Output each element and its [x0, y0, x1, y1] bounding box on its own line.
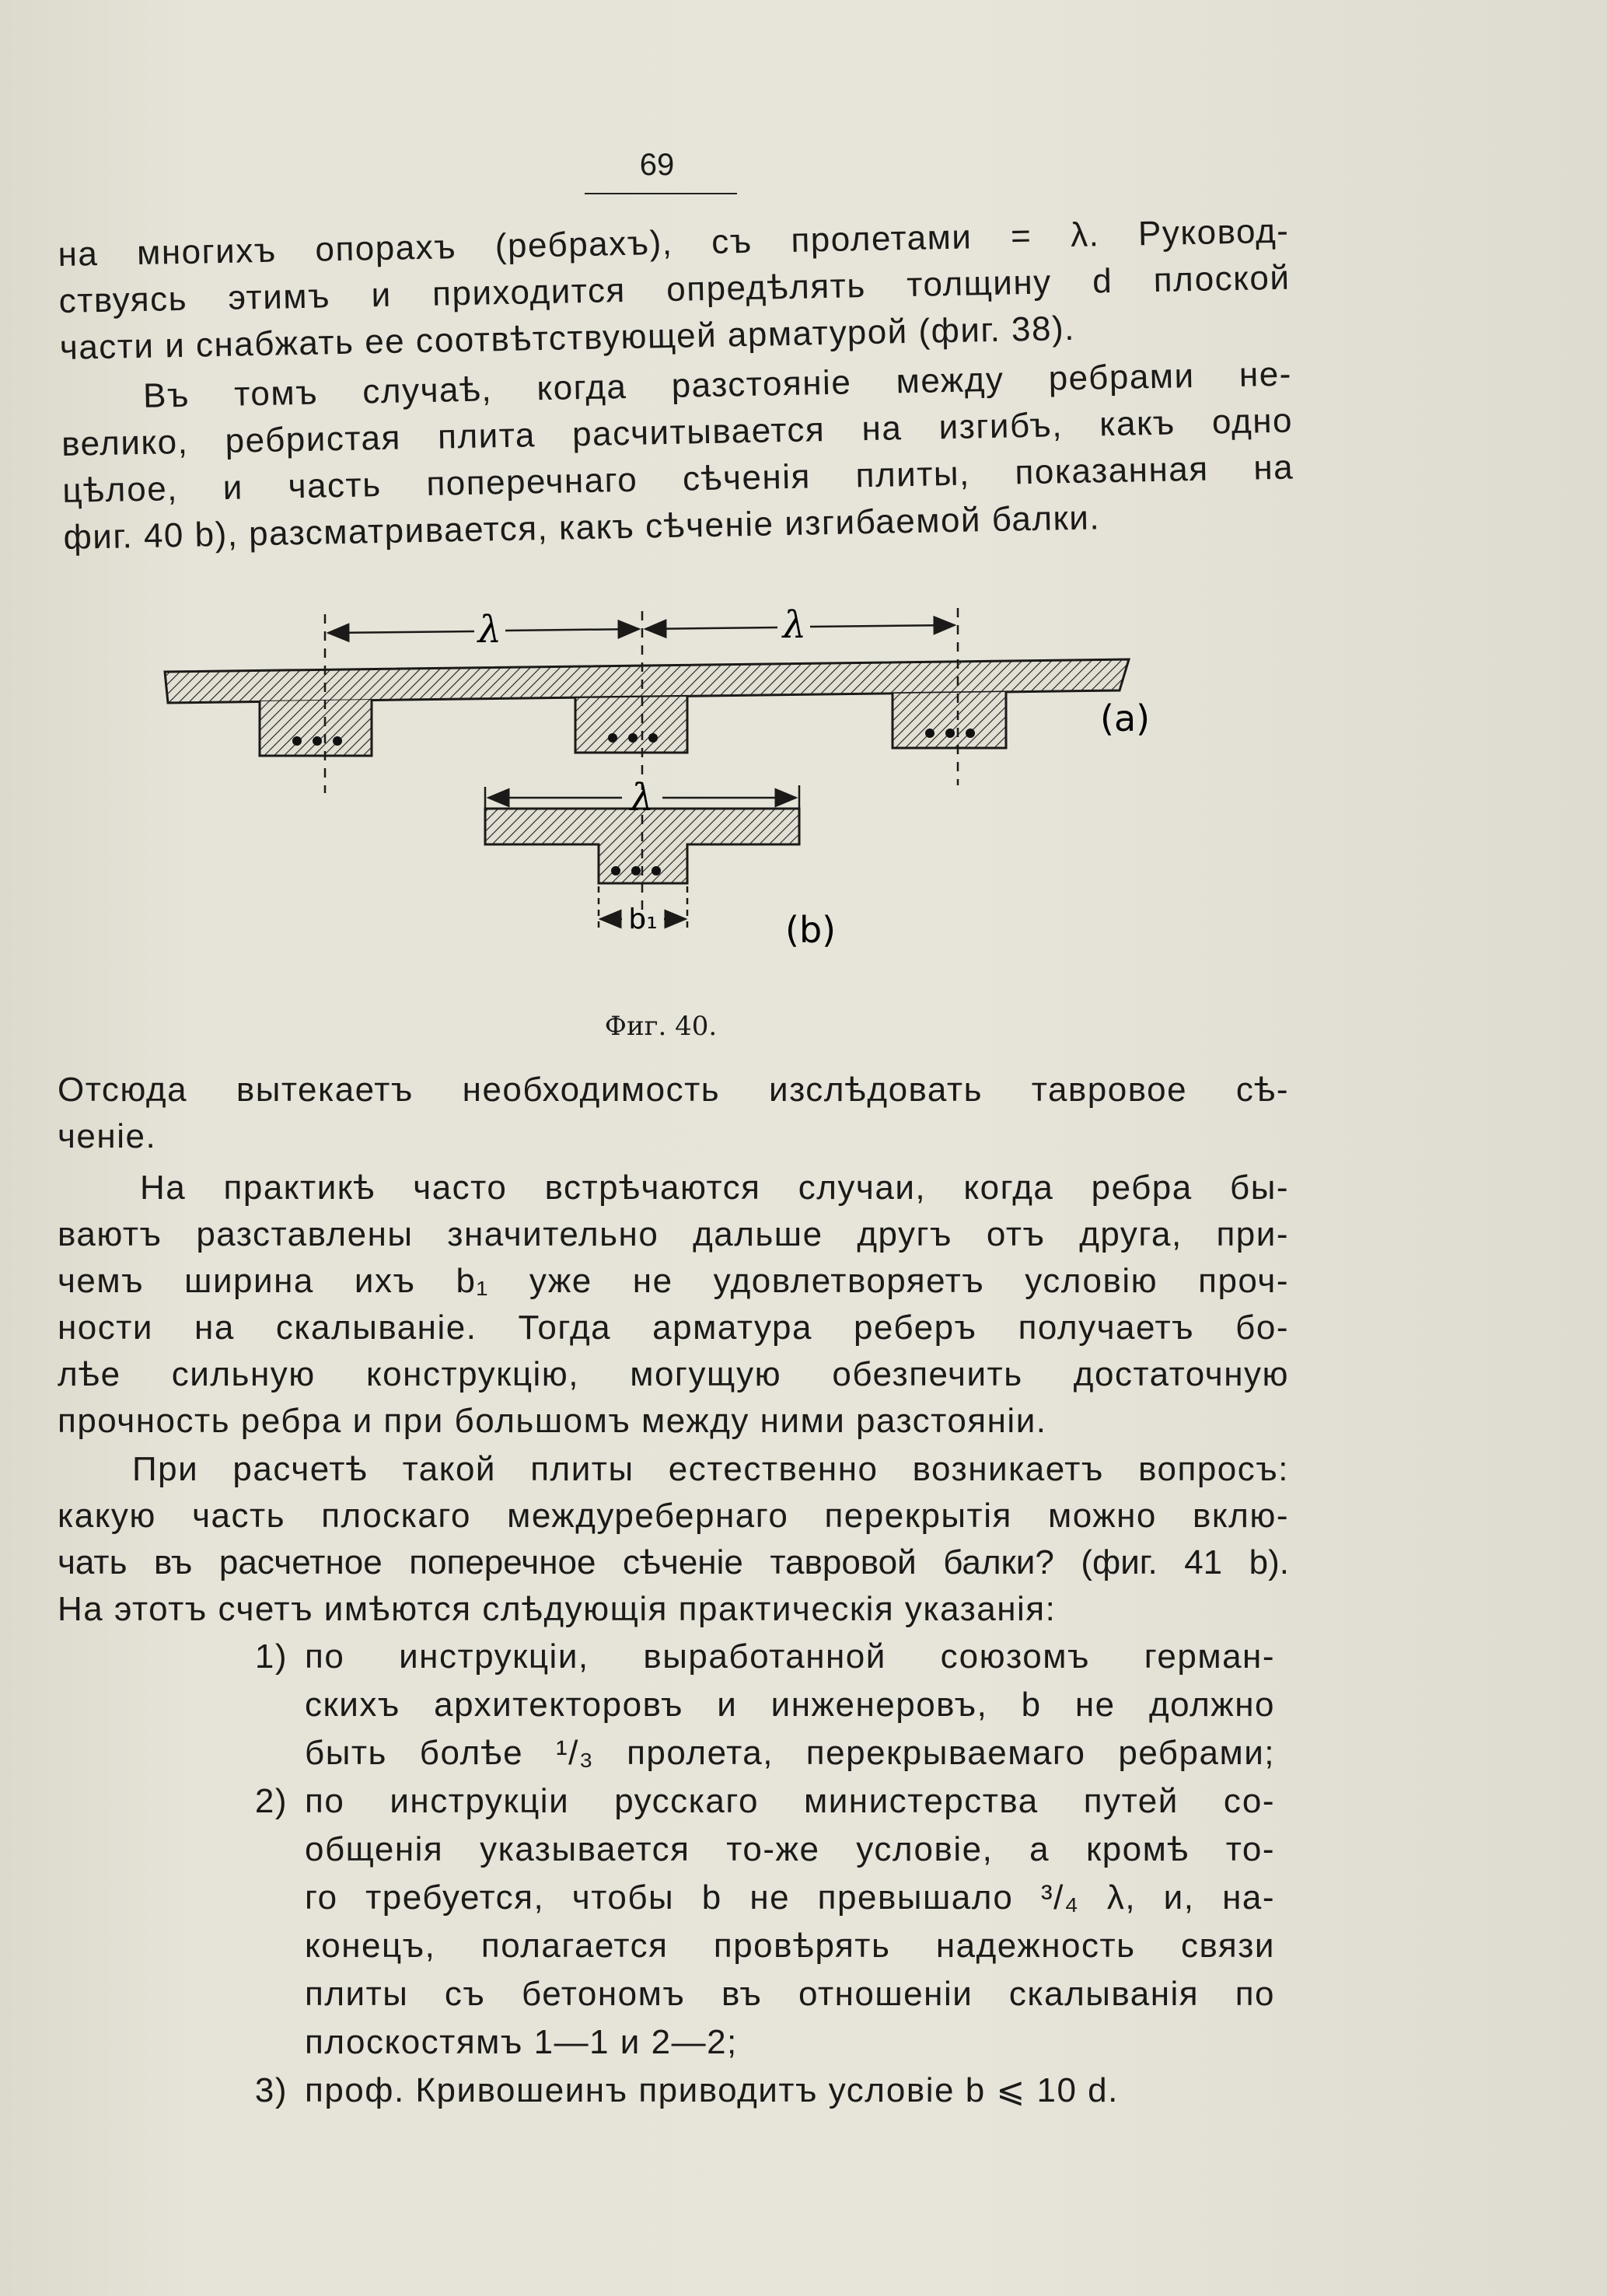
text-line: цѣлое, и часть поперечнаго сѣченія плиты, показанная на [61, 448, 1294, 510]
text-block-middle [58, 1067, 1289, 1445]
text-line: плоскостямъ 1—1 и 2—2; [305, 2023, 738, 2061]
paragraph-conclusion [58, 1067, 1289, 1160]
list-item [233, 1633, 1275, 1777]
text-line: по инструкціи, выработанной союзомъ герман- [305, 1637, 1275, 1676]
text-block-bottom [58, 1446, 1289, 1633]
list-item-number: 2) [254, 1782, 288, 1820]
text-line: конецъ, полагается провѣрять надежность связи [305, 1927, 1275, 1965]
text-block-top [58, 208, 1295, 561]
text-line: Отсюда вытекаетъ необходимость изслѣдовать тавровое сѣ- [58, 1071, 1289, 1109]
text-line: ствуясь этимъ и приходится опредѣлять толщину d плоской [58, 258, 1291, 320]
text-line: лѣе сильную конструкцію, могущую обезпечить достаточную [58, 1355, 1289, 1393]
text-line: ченіе. [58, 1117, 157, 1155]
text-line: быть болѣе ¹/₃ пролета, перекрываемаго ребрами; [305, 1734, 1275, 1772]
text-line: Въ томъ случаѣ, когда разстояніе между ребрами не- [142, 355, 1293, 415]
text-line: части и снабжать ее соотвѣтствующей арматурой (фиг. 38). [59, 309, 1076, 367]
text-line: го требуется, чтобы b не превышало ³/₄ λ, и, на- [305, 1878, 1275, 1917]
paragraph-practice [58, 1165, 1289, 1445]
text-line: плиты съ бетономъ въ отношеніи скалыванія по [305, 1975, 1275, 2013]
list-item [233, 1777, 1275, 2067]
text-line: ности на скалываніе. Тогда арматура реберъ получаетъ бо- [58, 1309, 1289, 1347]
text-line: по инструкціи русскаго министерства путей со- [305, 1782, 1275, 1820]
page-number: 69 [639, 148, 675, 182]
text-line: велико, ребристая плита расчитывается на изгибъ, какъ одно [61, 401, 1294, 463]
lambda-label: λ [782, 606, 807, 647]
text-line: какую часть плоскаго междуребернаго перекрытія можно вклю- [58, 1497, 1289, 1535]
paragraph-ribbed-slab [61, 351, 1295, 561]
figure-caption: Фиг. 40. [604, 1011, 718, 1042]
b1-label: b₁ [628, 903, 658, 935]
text-line: на многихъ опорахъ (ребрахъ), съ пролетами = λ. Руковод- [58, 211, 1290, 274]
text-line: ваютъ разставлены значительно дальше другъ отъ друга, при- [58, 1215, 1289, 1253]
text-line: общенія указывается то-же условіе, а кромѣ то- [305, 1830, 1275, 1868]
requirements-list [233, 1633, 1275, 2115]
list-item-number: 1) [254, 1637, 288, 1676]
text-line: При расчетѣ такой плиты естественно возникаетъ вопросъ: [132, 1450, 1289, 1488]
label-b: (b) [785, 909, 837, 951]
text-line: чать въ расчетное поперечное сѣченіе тавровой балки? (фиг. 41 b). [58, 1543, 1289, 1581]
text-line: На практикѣ часто встрѣчаются случаи, когда ребра бы- [140, 1169, 1289, 1207]
text-line: проф. Кривошеинъ приводитъ условіе b ⩽ 10 d. [305, 2071, 1119, 2109]
text-line: чемъ ширина ихъ b₁ уже не удовлетворяетъ условію проч- [58, 1262, 1289, 1300]
lambda-label: λ [630, 776, 655, 820]
lambda-label: λ [477, 608, 502, 652]
label-a: (a) [1100, 697, 1151, 739]
page-number-rule [585, 193, 737, 194]
list-item [233, 2067, 1275, 2115]
text-line: скихъ архитекторовъ и инженеровъ, b не должно [305, 1686, 1275, 1724]
paragraph-continuation [58, 208, 1291, 372]
text-line: прочность ребра и при большомъ между ними разстояніи. [58, 1402, 1047, 1440]
text-line: На этотъ счетъ имѣются слѣдующія практическія указанія: [58, 1590, 1057, 1628]
ribbed-slab-section-a [165, 659, 1129, 756]
figure-40-diagram [155, 606, 1182, 1042]
text-line: фиг. 40 b), разсматривается, какъ сѣченіе изгибаемой балки. [63, 498, 1101, 557]
list-item-number: 3) [254, 2071, 288, 2109]
